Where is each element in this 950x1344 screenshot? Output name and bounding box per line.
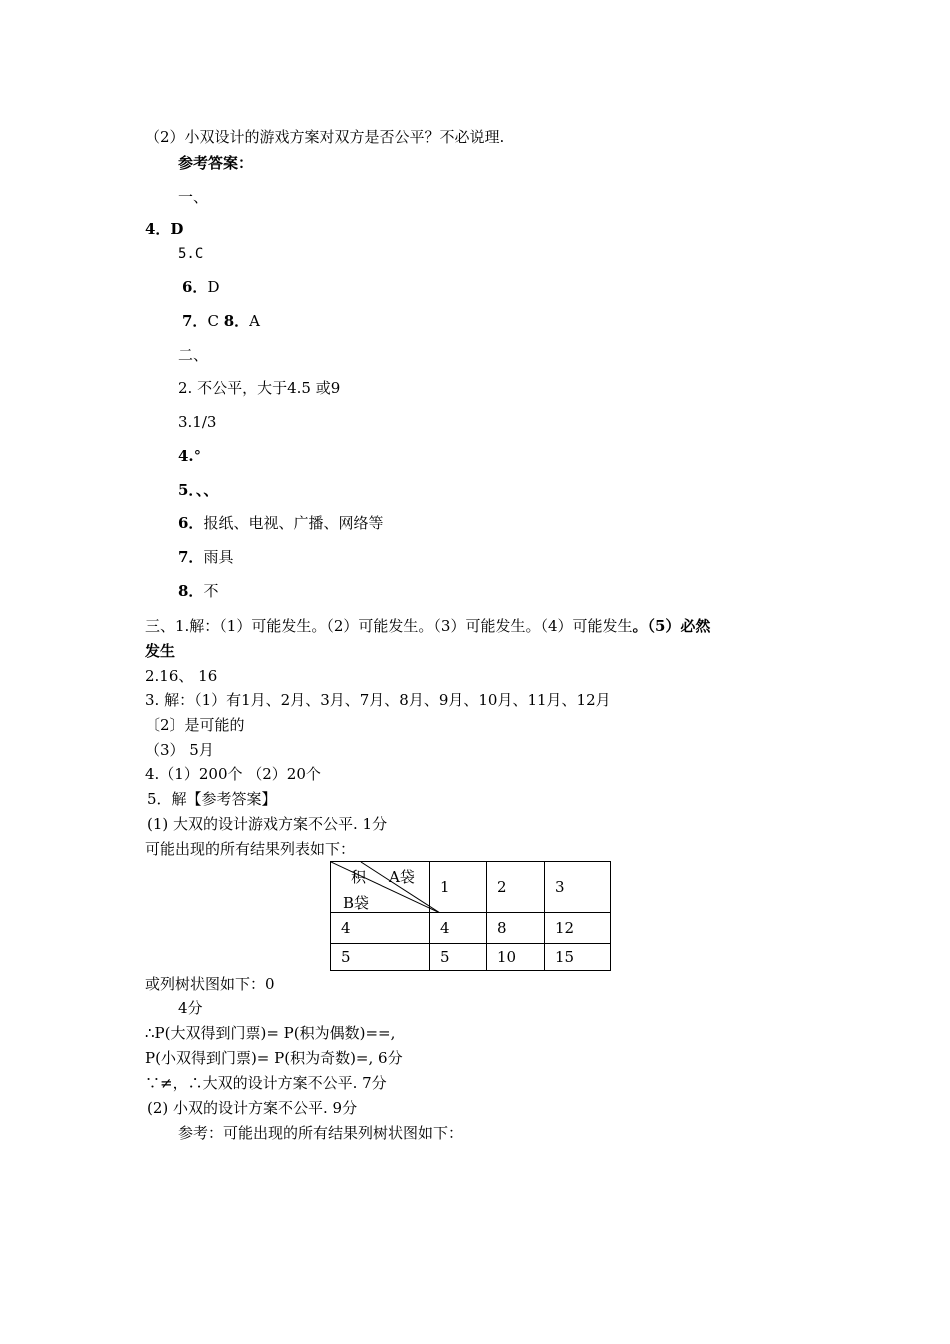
fill-7-number: 7． — [178, 548, 204, 566]
section-one: 一、 — [178, 188, 209, 206]
fill-8 — [178, 581, 218, 601]
solution-2: 2.16、 16 — [145, 667, 218, 685]
answer-7-value: C — [207, 312, 219, 330]
table-row — [331, 913, 611, 944]
probability-line-2: P(小双得到门票)= P(积为奇数)=, 6分 — [145, 1049, 403, 1067]
solution-5-tree-intro: 或列树状图如下：0 — [145, 975, 275, 993]
answer-6 — [182, 277, 219, 297]
solution-5-title: 5．解【参考答案】 — [147, 790, 277, 808]
table-col-header: 3 — [545, 862, 611, 913]
table-cell: 5 — [430, 944, 487, 971]
answer-8-value: A — [249, 312, 260, 330]
table-col-header: 1 — [430, 862, 487, 913]
solution-5-score-4: 4分 — [178, 999, 203, 1017]
fill-4 — [178, 446, 201, 466]
solution-3-part-3: （3） 5月 — [145, 741, 214, 759]
solution-1-bold: 。（5）必然 — [632, 617, 711, 635]
corner-label-bag-a: A袋 — [389, 868, 415, 886]
solution-3: 3. 解：（1）有1月、2月、3月、7月、8月、9月、10月、11月、12月 — [145, 691, 611, 709]
table-cell: 12 — [545, 913, 611, 944]
corner-label-bag-b: B袋 — [343, 894, 370, 912]
table-cell: 4 — [430, 913, 487, 944]
answer-5: 5.C — [178, 246, 204, 262]
solution-5-part-2: (2) 小双的设计方案不公平. 9分 — [147, 1099, 358, 1117]
solution-5-list-intro: 可能出现的所有结果列表如下： — [145, 840, 356, 858]
fill-8-value: 不 — [203, 582, 219, 600]
table-col-header: 2 — [487, 862, 545, 913]
probability-line-1: ∴P(大双得到门票)= P(积为偶数)==, — [145, 1024, 396, 1042]
fill-6-number: 6． — [178, 514, 204, 532]
solution-4: 4.（1）200个 （2）20个 — [145, 765, 321, 783]
solution-1-continued: 发生 — [145, 642, 176, 660]
table-cell: 15 — [545, 944, 611, 971]
answer-7-number: 7． — [182, 312, 208, 330]
solution-1 — [145, 616, 710, 636]
solution-3-part-2: 〔2〕是可能的 — [145, 716, 245, 734]
solution-1-text: 三、1.解：（1）可能发生。（2）可能发生。（3）可能发生。（4）可能发生 — [145, 617, 633, 635]
table-cell: 8 — [487, 913, 545, 944]
table-corner-cell — [331, 862, 430, 913]
table-row-label: 4 — [331, 913, 430, 944]
fill-4-number: 4. — [178, 447, 194, 465]
section-two: 二、 — [178, 346, 209, 364]
answer-6-number: 6． — [182, 278, 208, 296]
fill-8-number: 8． — [178, 582, 204, 600]
fill-5: 5．、、 — [178, 481, 219, 499]
fill-7-value: 雨具 — [203, 548, 234, 566]
results-table — [330, 861, 611, 971]
corner-label-product: 积 — [351, 868, 367, 886]
table-cell: 10 — [487, 944, 545, 971]
answer-7-8 — [182, 311, 260, 331]
fill-4-value: ° — [193, 447, 202, 465]
answer-8-number: 8． — [223, 312, 250, 330]
fill-7 — [178, 547, 233, 567]
solution-5-part-1: (1) 大双的设计游戏方案不公平. 1分 — [147, 815, 388, 833]
fill-6 — [178, 513, 383, 533]
q2-question: （2）小双设计的游戏方案对双方是否公平？不必说理. — [145, 128, 505, 146]
answer-6-value: D — [207, 278, 220, 296]
table-row-label: 5 — [331, 944, 430, 971]
fill-2: 2. 不公平，大于4.5 或9 — [178, 379, 341, 397]
table-header-row — [331, 862, 611, 913]
reference-answer-title: 参考答案： — [178, 154, 254, 172]
probability-conclusion: ∵≠，∴大双的设计方案不公平. 7分 — [145, 1074, 387, 1092]
fill-3: 3.1/3 — [178, 413, 217, 431]
fill-6-value: 报纸、电视、广播、网络等 — [203, 514, 384, 532]
reference-tree-intro: 参考：可能出现的所有结果列树状图如下： — [178, 1124, 464, 1142]
table-row — [331, 944, 611, 971]
answer-4: 4．D — [145, 220, 184, 238]
